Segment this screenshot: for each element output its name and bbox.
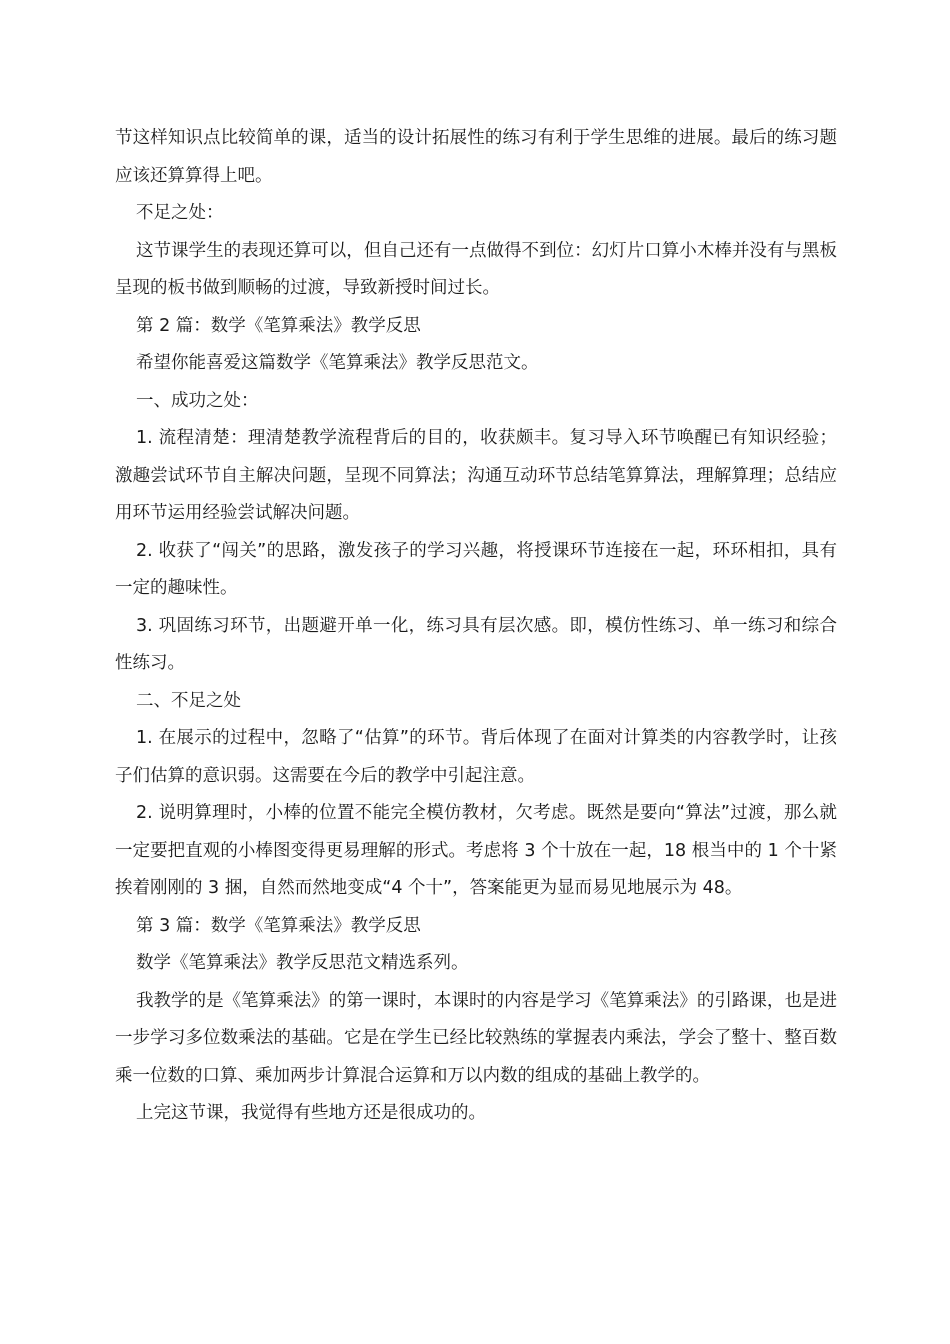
list-item-deficiency-1: 1. 在展示的过程中，忽略了“估算”的环节。背后体现了在面对计算类的内容教学时，让孩子们估算的意识弱。这需要在今后的教学中引起注意。 <box>115 728 837 786</box>
article-intro-2: 希望你能喜爱这篇数学《笔算乘法》教学反思范文。 <box>136 353 539 373</box>
article-intro-3: 数学《笔算乘法》教学反思范文精选系列。 <box>136 953 469 973</box>
list-item-success-1: 1. 流程清楚：理清楚教学流程背后的目的，收获颇丰。复习导入环节唤醒已有知识经验；激趣尝试环节自主解决问题，呈现不同算法；沟通互动环节总结笔算算法，理解算理；总结应用环节运用经验尝试解决问题。 <box>115 428 837 523</box>
section-heading-shortcomings: 不足之处： <box>136 203 224 223</box>
section-heading-deficiency: 二、不足之处 <box>136 690 241 711</box>
paragraph-shortcomings: 这节课学生的表现还算可以，但自己还有一点做得不到位：幻灯片口算小木棒并没有与黑板呈现的板书做到顺畅的过渡，导致新授时间过长。 <box>115 240 837 298</box>
article-title-2: 第 2 篇：数学《笔算乘法》教学反思 <box>136 315 421 336</box>
list-item-deficiency-2: 2. 说明算理时，小棒的位置不能完全模仿教材，欠考虑。既然是要向“算法”过渡，那么就一定要把直观的小棒图变得更易理解的形式。考虑将 3 个十放在一起，18 根当中的 1 个十紧挨着刚刚的 3 捆，自然而然地变成“4 个十”，答案能更为显而易见地展示为 48。 <box>115 803 837 898</box>
list-item-success-2: 2. 收获了“闯关”的思路，激发孩子的学习兴趣，将授课环节连接在一起，环环相扣，具有一定的趣味性。 <box>115 540 837 598</box>
section-heading-success: 一、成功之处： <box>136 390 259 411</box>
article-title-3: 第 3 篇：数学《笔算乘法》教学反思 <box>136 915 421 936</box>
paragraph-lesson-description: 我教学的是《笔算乘法》的第一课时，本课时的内容是学习《笔算乘法》的引路课，也是进一步学习多位数乘法的基础。它是在学生已经比较熟练的掌握表内乘法，学会了整十、整百数乘一位数的口算、乘加两步计算混合运算和万以内数的组成的基础上教学的。 <box>115 990 837 1086</box>
document-body <box>115 120 837 1133</box>
list-item-success-3: 3. 巩固练习环节，出题避开单一化，练习具有层次感。即，模仿性练习、单一练习和综合性练习。 <box>115 615 837 673</box>
paragraph-continuation: 节这样知识点比较简单的课，适当的设计拓展性的练习有利于学生思维的进展。最后的练习题应该还算算得上吧。 <box>115 128 837 186</box>
paragraph-conclusion: 上完这节课，我觉得有些地方还是很成功的。 <box>136 1103 486 1123</box>
